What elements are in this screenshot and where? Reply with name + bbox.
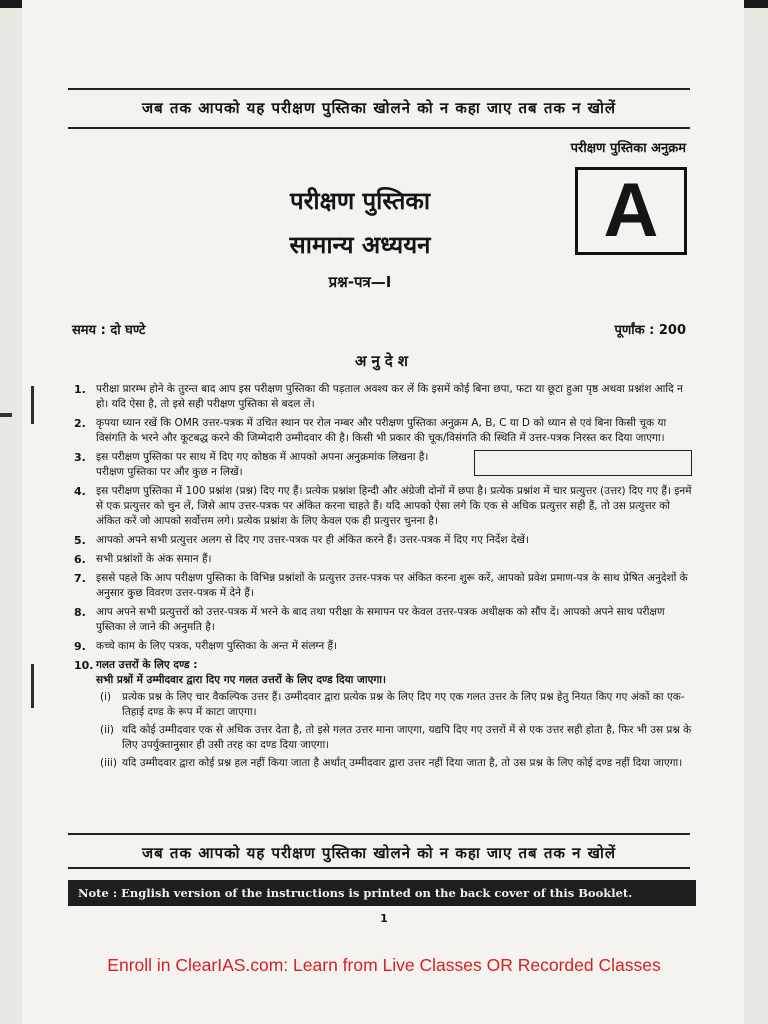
instruction-text: इस परीक्षण पुस्तिका में 100 प्रश्नांश (प्रश्न) दिए गए हैं। प्रत्येक प्रश्नांश हिन्दी और अंग्रेजी दोनों में छपा है। प्रत्येक प्रश्नांश में चार प्रत्युत्तर (उत्तर) दिए गए हैं। इनमें से एक प्रत्युत्तर को चुन लें, जिसे आप उत्तर-पत्रक पर अंकित करना चाहते हैं। यदि आपको ऐसा लगे कि एक से अधिक प्रत्युत्तर सही हैं, तो उस प्रत्युत्तर को अंकित करें जो आपको सर्वोत्तम लगे। प्रत्येक प्रश्नांश के लिए केवल एक ही प्रत्युत्तर चुनना है। bbox=[96, 485, 692, 527]
instruction-text: परीक्षा प्रारम्भ होने के तुरन्त बाद आप इस परीक्षण पुस्तिका की पड़ताल अवश्य कर लें कि इसमें कोई बिना छपा, फटा या छूटा हुआ पृष्ठ अथवा प्रश्नांश आदि न हो। यदि ऐसा है, तो इसे सही परीक्षण पुस्तिका से बदल लें। bbox=[96, 383, 683, 410]
instruction-number: 2. bbox=[74, 417, 86, 430]
booklet-series-letter: A bbox=[603, 168, 659, 253]
instruction-text: सभी प्रश्नांशों के अंक समान हैं। bbox=[96, 553, 212, 565]
time-allowed: समय : दो घण्टे bbox=[72, 323, 146, 338]
instruction-item bbox=[74, 416, 692, 446]
instruction-number: 10. bbox=[74, 659, 94, 672]
margin-mark bbox=[31, 664, 34, 708]
instruction-text: कृपया ध्यान रखें कि OMR उत्तर-पत्रक में उचित स्थान पर रोल नम्बर और परीक्षण पुस्तिका अनुक्रम A, B, C या D को ध्यान से एवं बिना किसी चूक या विसंगति के भरने और कूटबद्ध करने की जिम्मेदारी उम्मीदवार की है। किसी भी प्रकार की चूक/विसंगति की स्थिति में उत्तर-पत्रक निरस्त कर दिया जाएगा। bbox=[96, 417, 667, 444]
maximum-marks: पूर्णांक : 200 bbox=[614, 323, 686, 338]
penalty-rule bbox=[96, 690, 692, 720]
rule-numeral: (ii) bbox=[100, 724, 115, 736]
do-not-open-banner-top: जब तक आपको यह परीक्षण पुस्तिका खोलने को न कहा जाए तब तक न खोलें bbox=[141, 99, 617, 117]
divider bbox=[68, 867, 690, 869]
margin-mark bbox=[0, 413, 12, 417]
divider bbox=[68, 127, 690, 129]
instruction-text: आपको अपने सभी प्रत्युत्तर अलग से दिए गए उत्तर-पत्रक पर ही अंकित करने हैं। उत्तर-पत्रक में दिए गए निर्देश देखें। bbox=[96, 534, 529, 546]
instruction-item bbox=[74, 533, 692, 548]
margin-mark bbox=[31, 386, 34, 424]
paper-number: प्रश्न-पत्र—I bbox=[328, 273, 392, 291]
penalty-rules bbox=[96, 690, 692, 771]
divider bbox=[68, 833, 690, 835]
instructions-list bbox=[74, 382, 692, 775]
page-number: 1 bbox=[380, 912, 388, 925]
instruction-item bbox=[74, 605, 692, 635]
roll-number-box bbox=[474, 450, 692, 476]
booklet-series-label: परीक्षण पुस्तिका अनुक्रम bbox=[570, 141, 686, 156]
instruction-number: 4. bbox=[74, 485, 86, 498]
rule-text: यदि उम्मीदवार द्वारा कोई प्रश्न हल नहीं किया जाता है अर्थात् उम्मीदवार द्वारा उत्तर नहीं दिया जाता है, तो उस प्रश्न के लिए कोई दण्ड नहीं दिया जाएगा। bbox=[122, 757, 683, 769]
instruction-item bbox=[74, 639, 692, 654]
english-version-note: Note : English version of the instructions is printed on the back cover of this Booklet. bbox=[68, 880, 696, 906]
instruction-text: कच्चे काम के लिए पत्रक, परीक्षण पुस्तिका के अन्त में संलग्न हैं। bbox=[96, 640, 338, 652]
instruction-number: 3. bbox=[74, 451, 86, 464]
instruction-number: 6. bbox=[74, 553, 86, 566]
instruction-text: आप अपने सभी प्रत्युत्तरों को उत्तर-पत्रक में भरने के बाद तथा परीक्षा के समापन पर केवल उत्तर-पत्रक अधीक्षक को सौंप दें। आपको अपने साथ परीक्षण पुस्तिका ले जाने की अनुमति है। bbox=[96, 606, 665, 633]
do-not-open-banner-bottom: जब तक आपको यह परीक्षण पुस्तिका खोलने को न कहा जाए तब तक न खोलें bbox=[141, 844, 617, 862]
instruction-number: 8. bbox=[74, 606, 86, 619]
instruction-item bbox=[74, 552, 692, 567]
divider bbox=[68, 88, 690, 90]
instruction-number: 5. bbox=[74, 534, 86, 547]
instruction-number: 1. bbox=[74, 383, 86, 396]
rule-numeral: (i) bbox=[100, 691, 112, 703]
instruction-text: इससे पहले कि आप परीक्षण पुस्तिका के विभिन्न प्रश्नांशों के प्रत्युत्तर उत्तर-पत्रक पर अंकित करना शुरू करें, आपको प्रवेश प्रमाण-पत्र के साथ प्रेषित अनुदेशों के अनुसार कुछ विवरण उत्तर-पत्रक में देने हैं। bbox=[96, 572, 688, 599]
instructions-heading: अनुदेश bbox=[355, 352, 413, 370]
penalty-rule bbox=[96, 756, 692, 771]
instruction-number: 7. bbox=[74, 572, 86, 585]
penalty-intro: सभी प्रश्नों में उम्मीदवार द्वारा दिए गए गलत उत्तरों के लिए दण्ड दिया जाएगा। bbox=[96, 674, 386, 686]
instruction-item bbox=[74, 571, 692, 601]
instruction-number: 9. bbox=[74, 640, 86, 653]
paper-subject: सामान्य अध्ययन bbox=[289, 231, 431, 259]
penalty-heading: गलत उत्तरों के लिए दण्ड : bbox=[96, 659, 198, 671]
booklet-title: परीक्षण पुस्तिका bbox=[289, 187, 431, 215]
rule-text: यदि कोई उम्मीदवार एक से अधिक उत्तर देता है, तो इसे गलत उत्तर माना जाएगा, यद्यपि दिए गए उत्तरों में से एक उत्तर सही होता है, फिर भी उस प्रश्न के लिए उपर्युक्तानुसार ही उसी तरह का दण्ड दिया जाएगा। bbox=[122, 724, 692, 751]
penalty-item bbox=[74, 658, 692, 771]
instruction-text: इस परीक्षण पुस्तिका पर साथ में दिए गए कोष्ठक में आपको अपना अनुक्रमांक लिखना है। परीक्षण पुस्तिका पर और कुछ न लिखें। bbox=[96, 451, 429, 478]
promo-link[interactable]: Enroll in ClearIAS.com: Learn from Live Classes OR Recorded Classes bbox=[107, 955, 661, 975]
instruction-item bbox=[74, 450, 692, 480]
instruction-item bbox=[74, 382, 692, 412]
penalty-rule bbox=[96, 723, 692, 753]
instruction-item bbox=[74, 484, 692, 529]
booklet-series-box bbox=[575, 167, 687, 255]
rule-text: प्रत्येक प्रश्न के लिए चार वैकल्पिक उत्तर हैं। उम्मीदवार द्वारा प्रत्येक प्रश्न के लिए दिए गए एक गलत उत्तर के लिए प्रश्न हेतु नियत किए गए अंकों का एक-तिहाई दण्ड के रूप में काटा जाएगा। bbox=[122, 691, 685, 718]
rule-numeral: (iii) bbox=[100, 757, 117, 769]
